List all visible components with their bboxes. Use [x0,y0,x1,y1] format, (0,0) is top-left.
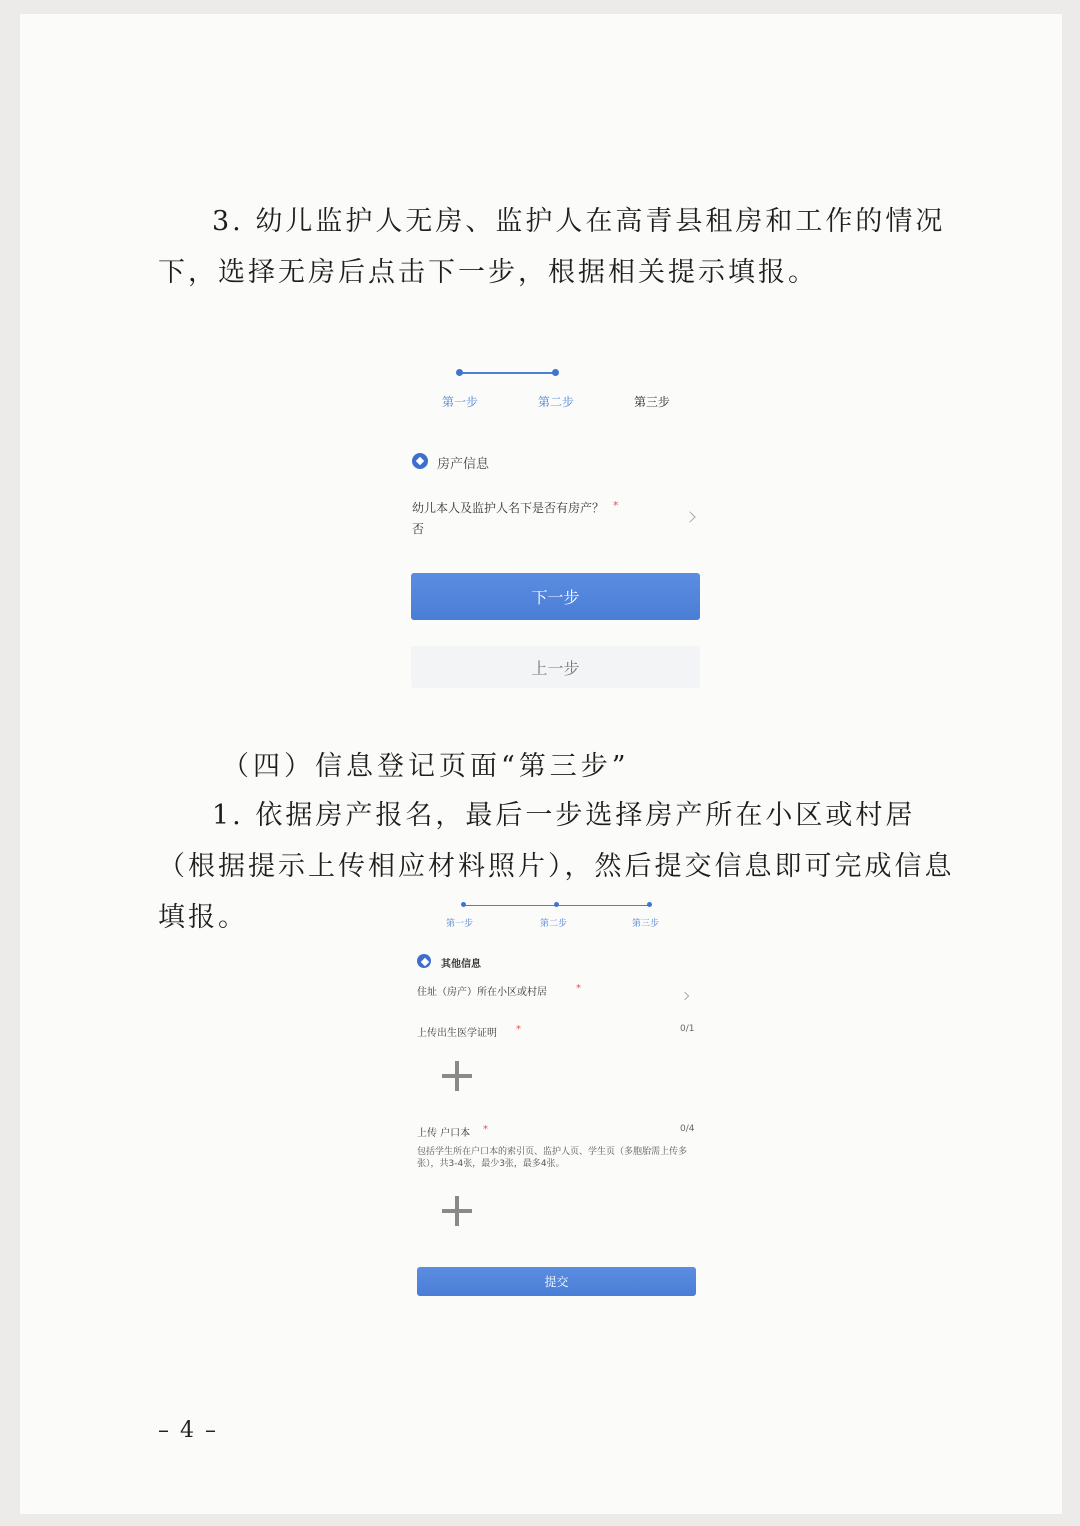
section-heading-step-three: （四）信息登记页面“第三步” [222,751,630,782]
hukou-label: 上传 户口本 [417,1128,471,1139]
birth-cert-label: 上传出生医学证明 [417,1028,497,1039]
step-dot-1 [456,369,463,376]
other-info-icon [417,954,431,968]
hukou-hint: 包括学生所在户口本的索引页、监护人页、学生页（多胞胎需上传多张），共3-4张，最少3张，最多4张。 [417,1147,688,1169]
step-dot-2 [554,902,559,907]
step-dot-1 [461,902,466,907]
birth-cert-count: 0/1 [680,1024,695,1034]
paragraph-house-registration: 1. 依据房产报名，最后一步选择房产所在小区或村居（根据提示上传相应材料照片），然后提交信息即可完成信息填报。 [158,800,955,933]
step-label-2: 第二步 [540,919,568,929]
paragraph-no-house: 3. 幼儿监护人无房、监护人在高青县租房和工作的情况下，选择无房后点击下一步，根据相关提示填报。 [158,206,946,288]
step-label-1: 第一步 [442,395,479,409]
hukou-count: 0/4 [680,1124,695,1134]
section-title-other-info: 其他信息 [441,959,481,970]
required-mark: * [483,1124,488,1135]
required-mark: * [576,983,581,994]
required-mark: * [516,1024,521,1035]
previous-step-button[interactable]: 上一步 [411,646,700,688]
house-answer-value: 否 [412,522,425,536]
required-mark: * [613,499,619,512]
step-progress-line [459,372,555,374]
submit-button[interactable]: 提交 [417,1267,696,1296]
upload-hukou-plus-icon[interactable] [442,1196,472,1226]
section-title-house-info: 房产信息 [437,457,490,472]
step-dot-2 [552,369,559,376]
house-info-icon [412,453,428,469]
next-step-button[interactable]: 下一步 [411,573,700,620]
step-dot-3 [647,902,652,907]
step-label-1: 第一步 [446,919,474,929]
address-label: 住址（房产）所在小区或村居 [417,987,547,998]
step-label-2: 第二步 [538,395,575,409]
page-number: – 4 – [158,1418,218,1443]
step-label-3: 第三步 [634,395,671,409]
step-label-3: 第三步 [632,919,660,929]
house-question-label: 幼儿本人及监护人名下是否有房产？ [412,501,605,515]
upload-birth-cert-plus-icon[interactable] [442,1061,472,1091]
